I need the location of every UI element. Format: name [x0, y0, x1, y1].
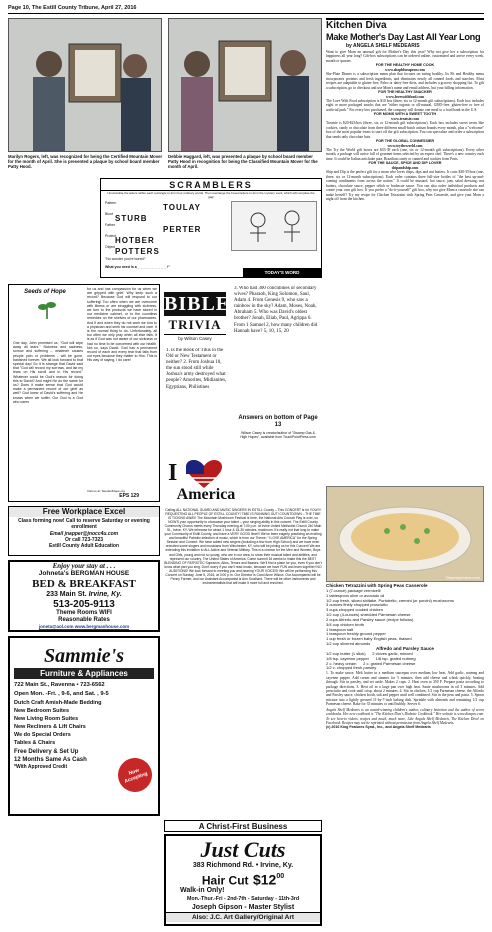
scramble-word: HOTBER — [115, 236, 155, 245]
kitchen-paragraph: The Try the World gift boxes are $33-39 each (one, six or 12-month gift subscriptions). Every other month, a package will arrive full of gourmet items selected by an expert chef. There's a new country each time. It could be Italian artichoke pate, Brazilian candy or canned and cookies from Paris. — [326, 147, 484, 161]
bible-byline: by Wilson Casey — [164, 334, 226, 342]
list-item: New Bedroom Suites — [14, 708, 70, 714]
sammies-approved: *With Approved Credit — [14, 764, 68, 770]
sammies-delivery: Free Delivery & Set Up — [14, 749, 79, 755]
ingredient: 2 c. heavy cream 2 c. grated Parmesan cheese — [326, 660, 416, 666]
casserole-photo — [326, 486, 484, 582]
america-body: Calling ALL NATIONAL GUARD AND MUSIC SINGERS IN ESTILL County – This CONCERT is for YOU!!!! REQUESTING ALL PEOPLE OF ESTILL COUNTY! TIME IS RUNNING OUT! COUNTDOWN – THE TIME IS TICKING AWAY! The Mountain Mushroom Festival is here, the National Arts Council Play is over, so NOW'S your opportunity to showcase your talent – your singing ability in this concert. The Estill County Community Chorus meets every Thursday evening at 7:00 p.m. at Irvine United Methodist Church 240 Main St., Irvine, KY. We rehearse for about 1 hour & 15-30 minutes, maximum. It's really not that long to make your Community of Estill County, and have a VERY GOOD time!!! We've been eagerly practicing an exciting and beautiful Patriotic selection of music, which is from our Theme: "I LOVE AMERICA" for the Spring Session and Concert. We have added new singers (including a few from High School) and we have even recruited some singers and musicians from Winchester, KY, who will be joining us for this Concert! We are extending this invitation to ALL Active and Veteran Military. This is a chance for the Men and Women, Boys and Girls, young and not so young, who are in our area, to show their musical talent and abilities, and represent our country, The United States of America. Come summit 16 weeks to make this the BEST BLENDING OF PATRIOTIC Sopranos, Altos, Tenors and Basses. We'll find a place for you, even if you don't know what part you sing. Don't worry if you can't read music, because we have FUN and learn together! NO AUDITIONS! We look forward to meeting you and hearing YOUR VOICES! We will be performing this Concert on Sunday, June 5, 2016, at 3:00 p.m. Our Director is Carol Anne Wilcox. Our Accompanist will be Penny Farmer, and our Assistant Accompanist is Ann Southard. There will be other instruments and instrumentalists that will make it more full and enriched. — [164, 508, 322, 585]
ingredient: 2 cups Alfredo and Parsley sauce (recipe follows) — [326, 616, 414, 622]
copyright: (c) 2016 King Features Synd., Inc., and Angela Shelf Medearis — [326, 725, 431, 730]
scramble-word: PERTER — [163, 225, 202, 234]
ingredient: 3 ounces finely chopped prosciutto — [326, 602, 388, 608]
walk-in: Walk-in Only! — [180, 887, 225, 895]
list-item: Tables & Chairs — [14, 740, 56, 746]
bnb-address: 233 Main St. — [46, 591, 87, 598]
seeds-left-column: One day, John promised us, "God will wipe away all tears." Sickness and sadness, sorrow and suffering – whatever causes people pain or problems - will be gone, banished forever. We all look forward to that special day! So it is strange that David said that "God will record my sorrows, and list my tears on His scroll and in His record." Whatever could be God's reason for doing this to David? And might He do the same for us? Does it make sense that God would make a permanent record of our grief as well? God knew of David's suffering and He knows when we suffer. Our God is a God who cares — [13, 341, 83, 404]
scramblers-instructions: Unscramble the letters within each rectangle to form four ordinary words. Then rearrange the boxed letters to form the mystery word, which will complete the gag! — [107, 191, 315, 199]
scramblers-title: SCRAMBLERS — [101, 179, 321, 191]
now-accepting-badge: Now Accepting — [113, 753, 157, 797]
workplace-excel-ad — [8, 506, 160, 556]
photo-left — [8, 18, 162, 152]
bible-title: BIBLE — [164, 293, 231, 315]
kitchen-subhead: FOR THE HEALTHY SNACKER — [378, 90, 432, 95]
scramble-words — [105, 201, 225, 256]
bnb-address-line — [10, 590, 158, 599]
page-header — [8, 4, 484, 14]
workplace-email[interactable]: Email jnapper@jnocc4u.com — [49, 531, 119, 537]
photo-credit: Depositphotos.com — [445, 575, 480, 580]
scramble-word: TOULAY — [163, 203, 202, 212]
people-photo-icon — [9, 19, 161, 151]
ingredient: 1/2 cup fresh, sliced shiitake, Portobello, cremini (or porcini) mushrooms — [326, 597, 454, 603]
kitchen-subhead: FOR THE GLOBAL CONNESSIER — [375, 139, 435, 144]
ingredient: 1/2 cup slivered almonds — [326, 641, 371, 647]
kitchen-paragraph: Treatsie is $20-$23/box (three, six or 12-month gift subscriptions). Each box includes sweet treats like cookies, candy or chocolate from three different small-batch artisan brands every month, plus a "welcome" box of the most popular treats to start off the gift subscription. You can specialize and order a subscription that sends only chocolate bars. — [326, 121, 484, 139]
scramble-word: POTTERS — [115, 247, 160, 256]
ingredient: 1 teaspoon salt — [326, 626, 354, 632]
bnb-rooms: Theme Rooms WIFI — [56, 610, 112, 616]
bible-questions-1: 1. Is the Book of Titus in the Old or New Testament or neither? 2. From Joshua 10, the sun stood still while Joshua's army destroyed what people? Amorites, Midianites, Egyptians, Philistines — [166, 348, 227, 390]
kitchen-headline: Make Mother's Day Last All Year Long — [326, 32, 481, 42]
haircut-price-row — [166, 870, 320, 887]
list-item: We do Special Orders — [14, 732, 71, 738]
sammies-hours: Open Mon. -Fri. , 9-6, and Sat. , 9-5 — [14, 691, 109, 697]
kitchen-title: Kitchen Diva — [326, 18, 484, 32]
scramble-word-row — [105, 212, 225, 223]
kitchen-subhead: FOR MOMS WITH A SWEET TOOTH — [373, 112, 437, 117]
scramble-hint: Blunt — [105, 212, 113, 216]
sammies-name: Sammie's — [43, 645, 124, 667]
seeds-of-hope — [8, 284, 160, 502]
bible-sub: TRIVIA — [168, 317, 222, 332]
ingredient: 1/2 cup butter (1 stick) 2 cloves garlic, minced — [326, 650, 413, 656]
ingredient: 1 tablespoon olive or avocado oil — [326, 592, 385, 598]
sauce-title: Alfredo and Parsley Sauce — [376, 645, 434, 651]
scramblers-answer-line: What you need is a _ _ _ _ _ _ _ _ _ _ !" — [105, 265, 170, 269]
bnb-web[interactable]: joneta@aol.com www.bergmanhouse.com — [38, 624, 130, 629]
scramblers-gag: "No wonder you're bored!" — [105, 257, 146, 261]
america-concert — [164, 460, 322, 816]
just-cuts-also: Also: J.C. Art Gallery/Original Art — [166, 912, 320, 922]
people-photo-icon — [169, 19, 321, 151]
scramble-hint: Pattern — [105, 201, 117, 205]
bnb-rates: Reasonable Rates — [58, 617, 110, 623]
just-cuts-address: 383 Richmond Rd. • Irvine, Ky. — [192, 862, 294, 869]
recipe-title: Chicken Tetrazzini with Spring Peas Casserole — [326, 583, 428, 588]
todays-word-label: TODAY'S WORD — [243, 268, 321, 277]
just-cuts-hours: Mon.-Thur.-Fri - 2nd-7th - Saturday - 11th-3rd — [186, 896, 300, 903]
recipe-steps: 1. To make sauce: Melt butter in a medium saucepan over medium low heat. Add garlic, nutmeg and cayenne pepper. Add cream and simmer for 5 minutes, then add cheese and whisk quickly, heating through. Stir in parsley, and set aside. Makes 2 cups. 2. Heat oven to 350 F. Prepare pasta according to package directions. 3. Heat oil in a large pan over high heat. Saute mushrooms in oil 3 minutes. Add prosciutto and cook until crisp, about 2 minutes. 4. Stir in chicken, 1/2 cup Parmesan cheese, the Alfredo and Parsley sauce, chicken broth, salt and pepper until well combined. Stir in the peas and pasta. 5. Spoon mixture into a lightly greased 11-by-7-inch baking dish. Sprinkle with almonds and remaining 1/2 cup Parmesan cheese. Bake for 35 minutes or until bubbly. Serves 6. — [326, 671, 484, 707]
bible-credit: Wilson Casey is creator/author of "Swamp Gas & High Hopes", available from TouchPointPress.com — [240, 431, 316, 440]
seeds-right-column: for us and has compassion for us when we are gripped with grief. Why keep such a record? Because God will respond to our suffering! Too often when we are overcome with illness or are struggling with sickness, we turn to the products we have stored in our medicine cabinet, or to the countless remedies on the shelves of our pharmacies. And if and when they do not work we turn to a physician and seek his counsel and care. It is the normal thing to do. Unfortunately, all too often we only pray when all else fails. It is as if God was not aware of our sickness or had no time to be concerned with our health. Not so, says David. God has a permanent record of each and every tear that falls from our eyes because they matter to Him. This is His way of saying, I do care! — [87, 287, 157, 363]
seeds-eps: EPS 129 — [119, 493, 139, 499]
caption-right: Debbie Haggard, left, was presented a plaque by school board member Patty Hood in recognition for being the Classified Mountain Mover for the month of April. — [168, 154, 318, 169]
i-letter: I — [168, 460, 178, 486]
seeds-title: Seeds of Hope — [24, 289, 66, 295]
seeds-visit: Visit us at: SeedsofHope.org — [87, 489, 125, 493]
kitchen-intro: Want to give Mom an unusual gift for Mother's Day this year? Why not give her a subscription for happiness all year long? Gift-box subscriptions can be ordered online, customized and arrive every week, month or quarter. — [326, 50, 484, 63]
sammies-list — [10, 698, 158, 748]
kitchen-url: www.trytheworld.com — [387, 143, 423, 148]
scramble-word: STURB — [115, 214, 148, 223]
sammies-address: 722 Main St., Ravenna • 723-6562 — [14, 682, 105, 688]
ingredient: 1 (7-ounce) package vermicelli — [326, 587, 381, 593]
list-item: New Living Room Suites — [14, 716, 79, 722]
scramble-word-row — [105, 245, 225, 256]
bible-answers: Answers on bottom of Page 13 — [238, 415, 318, 428]
photo-right — [168, 18, 322, 152]
christ-first-banner: A Christ-First Business — [164, 820, 322, 832]
workplace-line: Class forming now! Call to reserve Saturday or evening enrollment — [18, 518, 150, 530]
ingredient: 1/8 tsp. cayenne pepper 1/8 tsp. grated nutmeg — [326, 655, 416, 661]
workplace-org: Estill County Adult Education — [48, 543, 120, 549]
scramble-hint: Father — [105, 223, 116, 227]
bnb-name: Johneta's BERGMAN HOUSE — [38, 570, 130, 577]
kitchen-paragraph: She-Plate Dinner is a subscription menu plan that focuses on eating healthy. Its Fit and Healthy menu incorporates proteins and fresh ingredients, and eliminates nearly all canned foods and starches. Most recipes are adaptable to gluten-free, Paleo or dairy-free diets, and includes a grocery shopping list. To gift a subscription, go to checkout and use Mom's name and email address, but your billing information. — [326, 72, 484, 90]
haircut-price: $12 — [252, 871, 277, 888]
kitchen-subhead: FOR THE SAUCE, SPICE AND DIP LOVER — [368, 161, 442, 166]
casserole-dish-icon — [327, 487, 483, 581]
cartoon-icon — [232, 202, 316, 250]
workplace-call: Or call 723-7323 — [64, 537, 104, 543]
bible-trivia — [164, 284, 322, 450]
haircut-cents: 00 — [276, 873, 285, 880]
ingredient: 3 cups chopped cooked chicken — [326, 607, 383, 613]
kitchen-body — [326, 50, 484, 201]
kitchen-paragraph: The Love With Food subscription is $10 box (three, six or 12-month gift subscriptions). Each box includes eight or more packaged snacks that are "either organic or all-natural, GMO-free, gluten-free or free of artificial junk." For every box purchased, the company will donate one meal to a food bank in the U.S. — [326, 98, 484, 112]
sammies-months: 12 Months Same As Cash — [14, 757, 87, 763]
sammies-ad — [8, 636, 160, 816]
kitchen-subhead: FOR THE HEALTHY HOME COOK — [375, 63, 435, 68]
just-cuts-owner: Joseph Gipson - Master Stylist — [191, 904, 295, 912]
bible-questions-2: 3. Who had 300 concubines or secondary wives? Pharaoh, King Solomon, Saul, Adam 4. From Genesis 9, who saw a rainbow in the sky? Adam, Moses, Noah, Abraham 5. Who was David's oldest brother? Jonah, Eliab, Paul, Agrippa 6. From 1 Samuel 2, how many children did Hannah have? 5, 10, 15, 20 — [234, 286, 318, 334]
just-cuts-name: Just Cuts — [200, 837, 286, 862]
kitchen-url: shipandship.com — [391, 165, 419, 170]
bed-breakfast-ad — [8, 560, 160, 632]
scramble-hint: Protect — [105, 234, 117, 238]
scramblers-puzzle — [100, 178, 322, 278]
ingredient: 3/4 cup chicken broth — [326, 621, 365, 627]
ingredient: 1 teaspoon freshly ground pepper — [326, 631, 386, 637]
workplace-title: Free Workplace Excel — [9, 507, 159, 517]
author-bio: Angela Shelf Medearis is an award-winning children's author, culinary historian and the author of seven cookbooks. Her new cookbook is "The Kitchen Diva's Diabetic Cookbook." Her website is www.divapro.com. To see how-to videos, recipes and much, much more, Like Angela Shelf Medearis, The Kitchen Diva! on Facebook. Recipes may not be reprinted without permission from Angela Shelf Medearis. — [326, 707, 484, 725]
kitchen-url: www.shopblueapron.com — [385, 67, 425, 72]
haircut-label: Hair Cut — [201, 873, 249, 888]
kitchen-paragraph: Ship and Dip is the perfect gift for a mom who loves chips, dips and nut butters. It costs $30-35/box (one, three, six or 12-month subscriptions). Each order contains three full-size bottles of "the best up-and-coming condiments from across the nation." It could be mustard, hot sauce, jam, salad dressing, nut butters, chocolate sauce, pepper relish or barbecue sauce. You can also order individual products and create your own gift box. If you prefer a "do-it-yourself" gift box, why not give Mom a casserole she can make herself? Try my recipe for Chicken Tetrazzini with Spring Peas Casserole, and give your Mom a night off from the kitchen. — [326, 170, 484, 201]
ingredient: 1/2 c. chopped fresh parsley — [326, 665, 377, 671]
kitchen-diva-column — [326, 18, 484, 924]
bnb-city: Irvine, Ky. — [88, 591, 122, 598]
ingredient: 1/2 cup (4-ounces) shredded Parmesan cheese — [326, 612, 411, 618]
scramble-word-row — [105, 201, 225, 212]
sammies-sub: Furniture & Appliances — [14, 668, 154, 679]
caption-left: Marilyn Rogers, left, was recognized for being the Certified Mountain Mover for the month of April. She is presented a plaque by school board member Patty Hood. — [8, 154, 163, 169]
america-title: America — [176, 486, 236, 503]
scramble-word-row — [105, 234, 225, 245]
just-cuts-ad — [164, 834, 322, 926]
page-header-text: Page 10, The Estill County Tribune, April 27, 2016 — [8, 5, 137, 11]
list-item: New Recliners & Lift Chairs — [14, 724, 86, 730]
sprout-icon — [35, 297, 59, 321]
kitchen-url: www.loveswithfood.com — [386, 94, 424, 99]
bnb-enjoy: Enjoy your stay at . . . — [52, 562, 116, 570]
scramble-word-row — [105, 223, 225, 234]
kitchen-url: www.treatsie.com — [391, 116, 419, 121]
scramblers-cartoon — [231, 201, 317, 251]
bnb-title: BED & BREAKFAST — [32, 578, 136, 590]
list-item: Dutch Craft Amish-Made Bedding — [14, 700, 102, 706]
recipe-section — [326, 584, 484, 730]
kitchen-byline: by ANGELA SHELF MEDEARIS — [346, 43, 420, 49]
ingredient: 1 cup fresh or frozen baby English peas, thawed — [326, 636, 412, 642]
bnb-phone[interactable]: 513-205-9113 — [53, 599, 115, 610]
scramble-hint: Object — [105, 245, 116, 249]
